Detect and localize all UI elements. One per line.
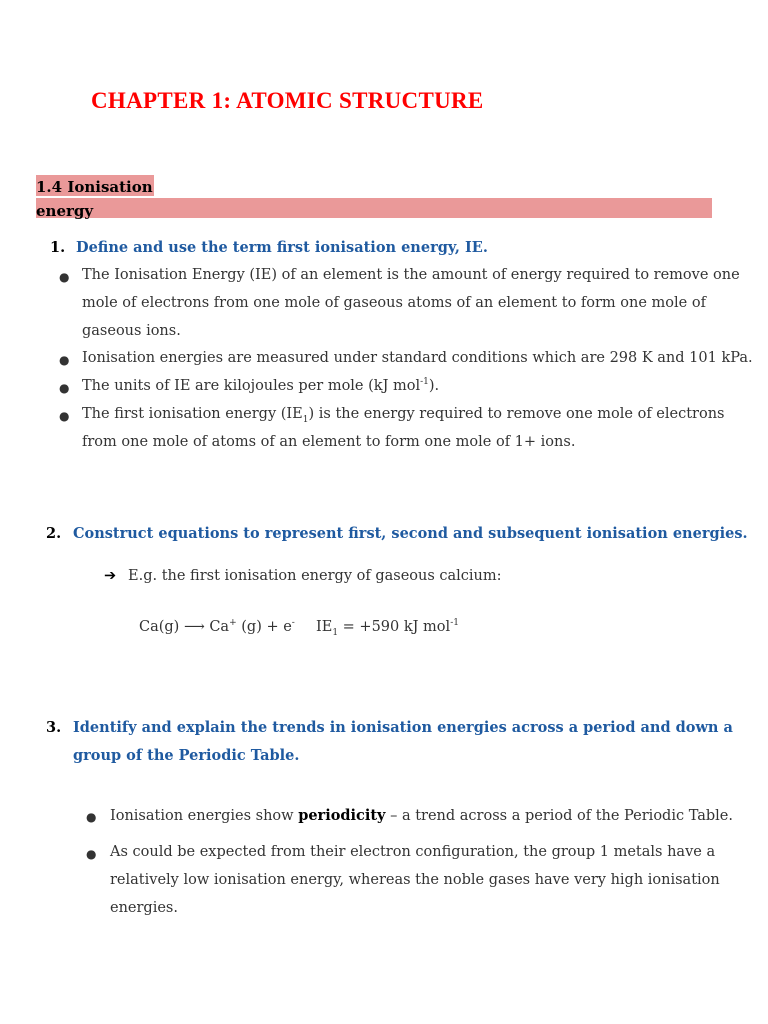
- subscript: 1: [332, 627, 339, 638]
- bullet-icon: ●: [86, 847, 97, 861]
- ie-label: IE: [316, 619, 333, 635]
- q3-bullet1: [110, 807, 733, 824]
- q3-number: 3.: [46, 719, 62, 736]
- q2-number: 2.: [46, 525, 62, 542]
- equation-left: Ca(g) ⟶ Ca: [139, 619, 230, 635]
- q2-ie-value: [316, 618, 459, 638]
- section-heading-line1: 1.4 Ionisation: [36, 178, 153, 196]
- bullet-icon: ●: [59, 409, 70, 423]
- section-heading-line2: energy: [36, 202, 94, 220]
- q3-bullet2-line3: energies.: [110, 900, 178, 916]
- q1-title: Define and use the term first ionisation energy, IE.: [76, 239, 488, 256]
- q3-bullet2-line2: relatively low ionisation energy, whereas the noble gases have very high ionisation: [110, 872, 720, 888]
- bullet-icon: ●: [59, 270, 70, 284]
- q1-bullet3-end: ).: [428, 378, 440, 394]
- superscript: -1: [420, 377, 429, 388]
- section-heading: [36, 175, 153, 223]
- q2-title: Construct equations to represent first, second and subsequent ionisation energies.: [73, 525, 748, 542]
- bullet-icon: ●: [59, 353, 70, 367]
- q1-bullet3-text: The units of IE are kilojoules per mole (kJ mol: [82, 378, 421, 394]
- subscript: 1: [302, 414, 309, 425]
- q1-bullet3: [82, 378, 439, 394]
- q1-number: 1.: [50, 239, 66, 256]
- bullet-icon: ●: [59, 381, 70, 395]
- superscript: +: [229, 618, 237, 629]
- chapter-title: CHAPTER 1: ATOMIC STRUCTURE: [91, 88, 484, 113]
- q3-bullet2-line1: As could be expected from their electron configuration, the group 1 metals have a: [110, 844, 716, 860]
- q1-bullet1-line1: The Ionisation Energy (IE) of an element is the amount of energy required to remove one: [82, 267, 740, 283]
- bullet-icon: ●: [86, 810, 97, 824]
- equation-right: (g) + e: [236, 619, 292, 635]
- q1-bullet1-line2: mole of electrons from one mole of gaseous atoms of an element to form one mole of: [82, 295, 706, 311]
- q1-bullet4-line1: [82, 406, 725, 425]
- q3-bullet1-rest: – a trend across a period of the Periodic Table.: [385, 808, 733, 824]
- q2-example: E.g. the first ionisation energy of gaseous calcium:: [128, 568, 502, 584]
- q1-bullet1-line3: gaseous ions.: [82, 323, 181, 339]
- q3-bullet1-bold: periodicity: [298, 807, 386, 824]
- q3-title-line1: Identify and explain the trends in ionisation energies across a period and down a: [73, 719, 733, 736]
- arrow-icon: ➔: [104, 568, 117, 584]
- q1-bullet4-line2: from one mole of atoms of an element to form one mole of 1+ ions.: [82, 434, 576, 450]
- q3-title-line2: group of the Periodic Table.: [73, 747, 300, 764]
- q1-bullet2: Ionisation energies are measured under standard conditions which are 298 K and 101 kPa.: [82, 350, 753, 366]
- q1-bullet4-text: The first ionisation energy (IE: [82, 406, 303, 422]
- superscript: -1: [450, 618, 459, 629]
- q3-bullet1-text: Ionisation energies show: [110, 808, 299, 824]
- superscript: -: [291, 618, 295, 629]
- q1-bullet4-rest: ) is the energy required to remove one mole of electrons: [308, 406, 725, 422]
- ie-value: = +590 kJ mol: [338, 619, 451, 635]
- q2-equation: [139, 619, 295, 635]
